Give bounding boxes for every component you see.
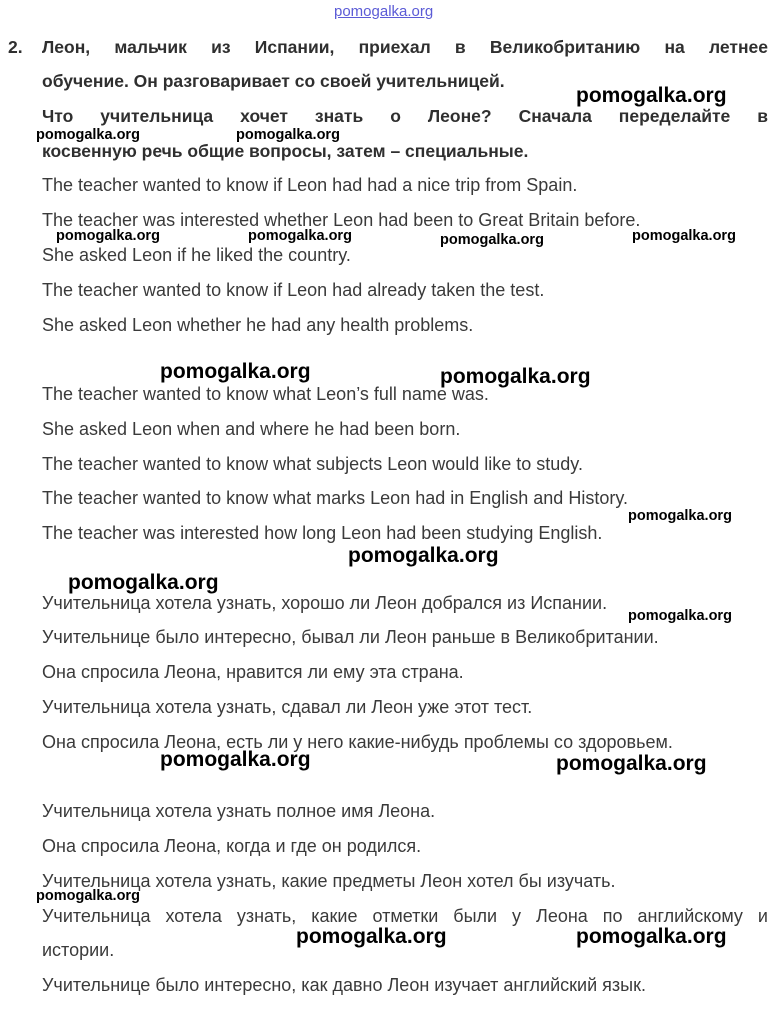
word: переделайте	[618, 106, 731, 126]
word: узнать,	[236, 906, 297, 926]
word: на	[664, 37, 685, 57]
watermark: pomogalka.org	[628, 608, 732, 624]
answer-ru-special-5: истории.	[42, 940, 115, 960]
word: Учительница	[42, 906, 151, 926]
word: хотела	[165, 906, 222, 926]
word: отметки	[372, 906, 439, 926]
answer-en-general-2: The teacher was interested whether Leon had been to Great Britain before.	[42, 210, 641, 230]
watermark: pomogalka.org	[628, 508, 732, 524]
watermark: pomogalka.org	[440, 232, 544, 248]
word: летнее	[709, 37, 768, 57]
watermark: pomogalka.org	[68, 571, 219, 594]
watermark: pomogalka.org	[36, 888, 140, 904]
watermark: pomogalka.org	[440, 365, 591, 388]
word: из	[211, 37, 231, 57]
word: Леон,	[42, 37, 91, 57]
word: хочет	[240, 106, 288, 126]
watermark: pomogalka.org	[248, 228, 352, 244]
answer-en-special-3: The teacher wanted to know what subjects Leon would like to study.	[42, 454, 583, 474]
watermark: pomogalka.org	[348, 544, 499, 567]
word: Леоне?	[427, 106, 492, 126]
watermark: pomogalka.org	[576, 925, 727, 948]
answer-en-special-1: The teacher wanted to know what Leon’s full name was.	[42, 384, 489, 404]
task-line-3	[42, 106, 768, 127]
answer-en-special-4: The teacher wanted to know what marks Leon had in English and History.	[42, 488, 628, 508]
watermark: pomogalka.org	[36, 127, 140, 143]
answer-ru-special-3: Учительница хотела узнать, какие предметы Леон хотел бы изучать.	[42, 871, 616, 891]
answer-ru-special-1: Учительница хотела узнать полное имя Леона.	[42, 801, 436, 821]
answer-ru-special-2: Она спросила Леона, когда и где он родился.	[42, 836, 422, 856]
word: Великобританию	[489, 37, 641, 57]
task-number: 2.	[8, 37, 23, 57]
word: приехал	[358, 37, 431, 57]
word: Испании,	[254, 37, 335, 57]
watermark: pomogalka.org	[56, 228, 160, 244]
word: были	[453, 906, 498, 926]
answer-ru-general-1: Учительница хотела узнать, хорошо ли Леон добрался из Испании.	[42, 593, 608, 613]
word: какие	[311, 906, 358, 926]
word: учительница	[100, 106, 214, 126]
task-line-2: обучение. Он разговаривает со своей учительницей.	[42, 71, 505, 91]
word: Что	[42, 106, 74, 126]
answer-en-general-5: She asked Leon whether he had any health problems.	[42, 315, 474, 335]
answer-ru-special-6: Учительнице было интересно, как давно Леон изучает английский язык.	[42, 975, 646, 995]
watermark: pomogalka.org	[236, 127, 340, 143]
word: в	[757, 106, 768, 126]
word: у	[512, 906, 522, 926]
word: знать	[314, 106, 364, 126]
word: мальчик	[114, 37, 187, 57]
word: и	[757, 906, 768, 926]
answer-en-general-4: The teacher wanted to know if Leon had already taken the test.	[42, 280, 545, 300]
word: по	[602, 906, 623, 926]
site-header-link[interactable]: pomogalka.org	[334, 3, 434, 20]
answer-en-general-1: The teacher wanted to know if Leon had had a nice trip from Spain.	[42, 175, 578, 195]
answer-en-special-5: The teacher was interested how long Leon had been studying English.	[42, 523, 603, 543]
word: в	[454, 37, 466, 57]
word: о	[390, 106, 401, 126]
watermark: pomogalka.org	[160, 748, 311, 771]
answer-ru-general-3: Она спросила Леона, нравится ли ему эта страна.	[42, 662, 464, 682]
answer-en-special-2: She asked Leon when and where he had been born.	[42, 419, 461, 439]
word: Леона	[536, 906, 588, 926]
word: Сначала	[518, 106, 592, 126]
watermark: pomogalka.org	[556, 752, 707, 775]
word: английскому	[637, 906, 743, 926]
task-line-4: косвенную речь общие вопросы, затем – специальные.	[42, 141, 529, 161]
watermark: pomogalka.org	[296, 925, 447, 948]
watermark: pomogalka.org	[632, 228, 736, 244]
answer-ru-general-2: Учительнице было интересно, бывал ли Леон раньше в Великобритании.	[42, 627, 659, 647]
answer-ru-general-4: Учительница хотела узнать, сдавал ли Леон уже этот тест.	[42, 697, 533, 717]
task-line-1	[42, 37, 768, 58]
watermark: pomogalka.org	[576, 84, 727, 107]
watermark: pomogalka.org	[160, 360, 311, 383]
answer-ru-general-5: Она спросила Леона, есть ли у него какие-нибудь проблемы со здоровьем.	[42, 732, 673, 752]
answer-en-general-3: She asked Leon if he liked the country.	[42, 245, 351, 265]
answer-ru-special-4	[42, 906, 768, 927]
